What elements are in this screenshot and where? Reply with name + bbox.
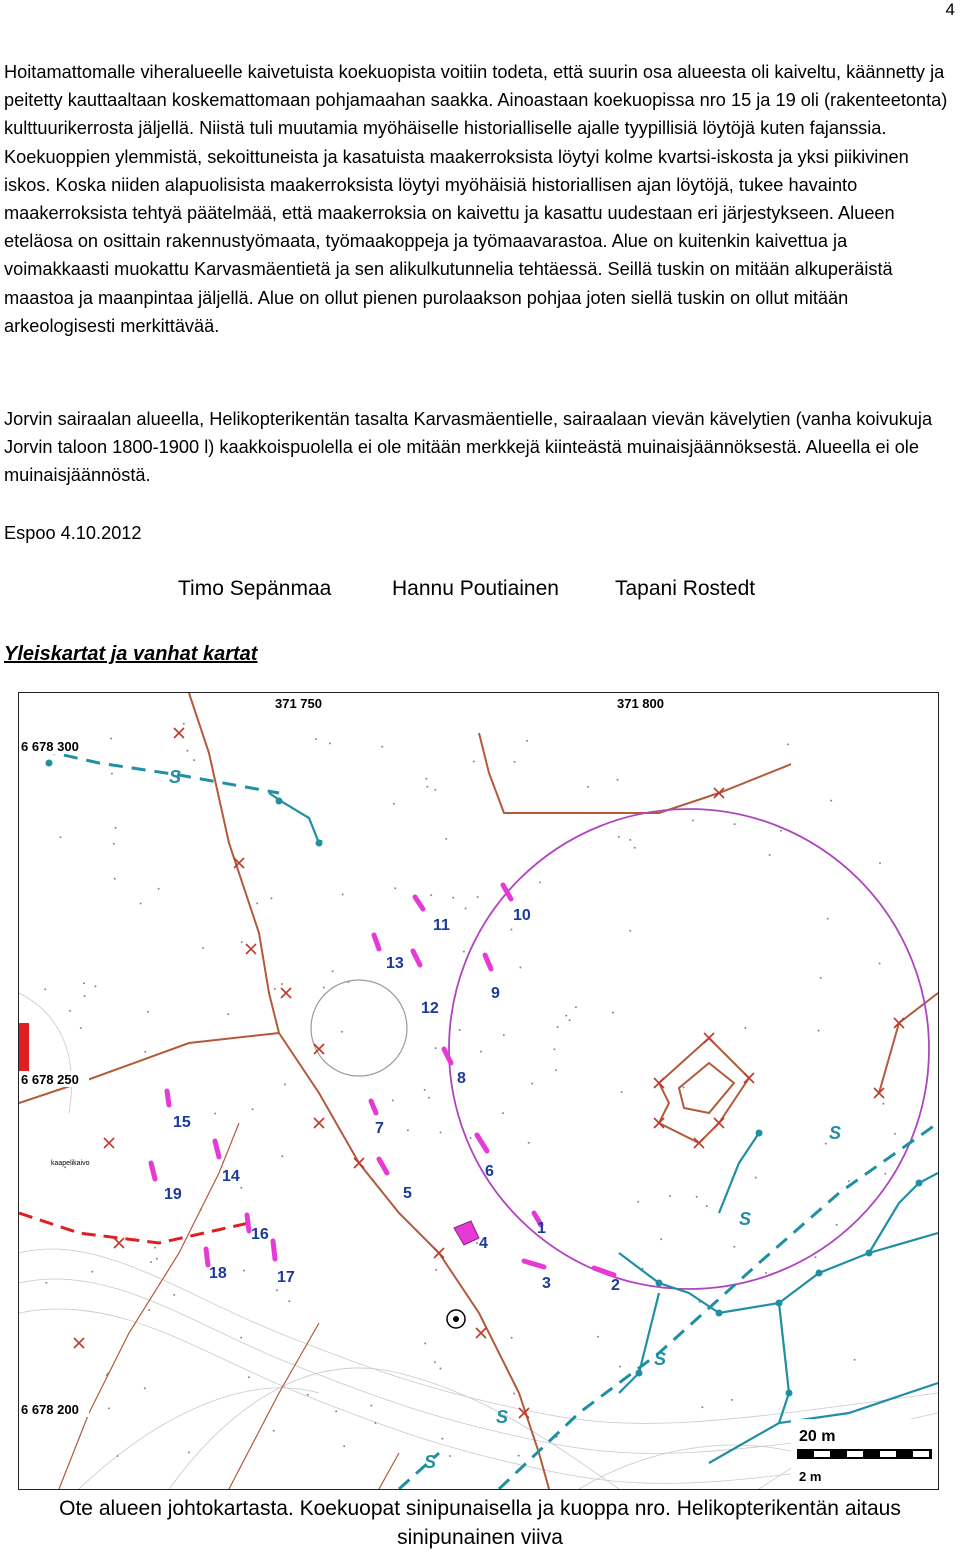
test-pit-label-10: 10 [513, 907, 531, 924]
test-pit-17 [273, 1241, 275, 1259]
survey-point [323, 987, 325, 989]
survey-point [288, 1300, 290, 1302]
coord-y-mid: 6 678 250 [21, 1072, 79, 1087]
survey-point [528, 1142, 530, 1144]
survey-point [825, 1143, 827, 1145]
svg-text:S: S [654, 1349, 667, 1369]
survey-point [315, 738, 317, 740]
survey-point [637, 1201, 639, 1203]
road-x-marker [104, 1138, 114, 1148]
road-x-marker [654, 1078, 664, 1088]
pipe-node [316, 840, 323, 847]
pipe-node [916, 1180, 923, 1187]
survey-point [84, 995, 86, 997]
survey-point [894, 1133, 896, 1135]
survey-point [502, 1112, 504, 1114]
survey-point [110, 738, 112, 740]
signature-2: Hannu Poutiainen [392, 577, 559, 600]
survey-point [435, 1047, 437, 1049]
survey-point [393, 803, 395, 805]
svg-text:S: S [424, 1452, 437, 1472]
survey-point [252, 1108, 254, 1110]
survey-point [111, 773, 113, 775]
survey-point [173, 1294, 175, 1296]
survey-point [575, 1006, 577, 1008]
map-caption: Ote alueen johtokartasta. Koekuopat sinipunaisella ja kuoppa nro. Helikopterikentän aitaus sinipunainen viiva [59, 1497, 901, 1549]
survey-point [879, 963, 881, 965]
survey-point [555, 1069, 557, 1071]
survey-point [332, 970, 334, 972]
survey-point [480, 1051, 482, 1053]
road-x-marker [694, 1138, 704, 1148]
survey-point [329, 742, 331, 744]
red-building [19, 1023, 29, 1073]
road-x-marker [476, 1328, 486, 1338]
survey-point [440, 1368, 442, 1370]
survey-point [273, 1430, 275, 1432]
survey-point [335, 1410, 337, 1412]
paragraph-findings: Hoitamattomalle viheralueelle kaivetuista koekuopista voitiin todeta, että suurin osa alueesta oli kaiveltu, käännetty ja peitetty kauttaaltaan koskemattomaan pohjamaahan saakka. Ainoastaan koekuopissa nro 15 ja 19 oli (rakenteetonta) kulttuurikerrosta jäljellä. Niistä tuli muutamia myöhäiselle historialliselle ajalle tyypillisiä löytöjä kuten fajanssia. Koekuoppien ylemmistä, sekoittuneista ja kasatuista maakerroksista löytyi kolme kvartsi-iskosta ja yksi piikivinen iskos. Koska niiden alapuolisista maakerroksista löytyi myöhäisiä historiallisen ajan löytöjä, tukee havainto maakerroksista tehtyä päätelmää, että maakerroksia on kaivettu ja kasattu uudestaan eri järjestykseen. Alueen eteläosa on osittain rakennustyömaata, työmaakoppeja ja työmaavarastoa. Alue on kuitenkin kaivettua ja voimakkaasti muokattu Karvasmäentietä ja sen alikulkutunnelia tehtäessä. Seillä tuskin on mitään alkuperäistä maastoa ja maanpintaa jäljellä. Alue on ollut pienen purolaakson pohjaa joten siellä tuskin on ollut mitään arkeologisesti merkittävää. [4, 62, 948, 336]
survey-point [452, 897, 454, 899]
survey-point [755, 1177, 757, 1179]
survey-point [634, 847, 636, 849]
survey-point [539, 881, 541, 883]
survey-point [186, 750, 188, 752]
survey-point [660, 1238, 662, 1240]
pipe-node [866, 1250, 873, 1257]
road-x-marker [174, 728, 184, 738]
survey-point [150, 1261, 152, 1263]
test-pits [151, 885, 620, 1294]
survey-point [248, 1376, 250, 1378]
road-x-marker [654, 1118, 664, 1128]
survey-point [514, 761, 516, 763]
survey-point [449, 1455, 451, 1457]
survey-point [202, 947, 204, 949]
survey-point [473, 761, 475, 763]
pit-4-area [454, 1221, 479, 1245]
survey-point [513, 1393, 515, 1395]
road-x-marker [744, 1073, 754, 1083]
signature-1: Timo Sepänmaa [178, 577, 332, 600]
survey-point [780, 830, 782, 832]
survey-point [69, 1010, 71, 1012]
test-pit-label-4: 4 [479, 1235, 488, 1252]
test-pit-18 [206, 1249, 208, 1265]
pipe-node [816, 1270, 823, 1277]
survey-point [281, 983, 283, 985]
test-pit-label-19: 19 [164, 1186, 182, 1203]
survey-point [769, 854, 771, 856]
survey-point [621, 1091, 623, 1093]
survey-point [830, 800, 832, 802]
test-pit-15 [167, 1091, 169, 1105]
paragraph-conclusion: Jorvin sairaalan alueella, Helikopterikentän tasalta Karvasmäentielle, sairaalaan vievän kävelytien (vanha koivukuja Jorvin taloon 1800-1900 l) kaakkoispuolella ei ole mitään merkkejä kiinteästä muinaisjäännöksestä. Alueella ei ole muinaisjäännöstä. [4, 409, 933, 486]
survey-point [270, 897, 272, 899]
survey-point [879, 862, 881, 864]
survey-point [597, 1336, 599, 1338]
road-x-marker [354, 1158, 364, 1168]
survey-point [765, 1272, 767, 1274]
survey-point [193, 759, 195, 761]
survey-point [147, 1011, 149, 1013]
survey-point [836, 1224, 838, 1226]
building-label: kaapelikaivo [51, 1160, 90, 1167]
pipe-node [276, 798, 283, 805]
survey-point [477, 896, 479, 898]
road-x-marker [714, 1118, 724, 1128]
survey-point [426, 786, 428, 788]
test-pit-label-16: 16 [251, 1226, 269, 1243]
survey-point [629, 839, 631, 841]
svg-text:S: S [496, 1407, 509, 1427]
survey-point [619, 1366, 621, 1368]
survey-point [519, 967, 521, 969]
test-pit-label-12: 12 [421, 1000, 439, 1017]
test-pit-label-15: 15 [173, 1114, 191, 1131]
survey-point [60, 836, 62, 838]
survey-point [407, 1129, 409, 1131]
survey-point [734, 823, 736, 825]
place-date: Espoo 4.10.2012 [4, 523, 142, 543]
red-dashed-line [19, 1213, 249, 1243]
survey-point [114, 878, 116, 880]
test-pit-5 [379, 1159, 387, 1173]
coordinate-labels [19, 695, 670, 1417]
survey-point [787, 743, 789, 745]
survey-point [214, 1113, 216, 1115]
survey-point [629, 930, 631, 932]
pipe-nodes [46, 760, 923, 1397]
helipad-fence-circle [449, 809, 929, 1289]
survey-point [307, 1394, 309, 1396]
survey-point [276, 1289, 278, 1291]
survey-point [827, 918, 829, 920]
survey-point [341, 1031, 343, 1033]
test-pit-label-3: 3 [542, 1275, 551, 1292]
survey-point [374, 1422, 376, 1424]
page-number: 4 [945, 0, 955, 19]
survey-point [156, 1258, 158, 1260]
survey-point [815, 1256, 817, 1258]
survey-point [511, 1337, 513, 1339]
test-pit-label-17: 17 [277, 1269, 295, 1286]
survey-point [587, 786, 589, 788]
survey-point [434, 789, 436, 791]
test-pit-label-7: 7 [375, 1120, 384, 1137]
survey-point [108, 1407, 110, 1409]
survey-point [343, 1445, 345, 1447]
survey-point [381, 746, 383, 748]
survey-point [435, 1269, 437, 1271]
survey-point [463, 951, 465, 953]
survey-point [669, 1195, 671, 1197]
survey-point [144, 1387, 146, 1389]
survey-point [526, 740, 528, 742]
survey-point [882, 1103, 884, 1105]
survey-point [503, 1034, 505, 1036]
survey-point [183, 723, 185, 725]
pipe-node [786, 1390, 793, 1397]
test-pit-label-9: 9 [491, 985, 500, 1002]
survey-point [117, 1455, 119, 1457]
road-outline [19, 693, 938, 1489]
survey-points [44, 723, 896, 1457]
test-pit-11 [415, 897, 423, 909]
survey-point [818, 1030, 820, 1032]
survey-point [144, 1051, 146, 1053]
coord-y-bottom: 6 678 200 [21, 1402, 79, 1417]
survey-point [44, 988, 46, 990]
survey-point [854, 1359, 856, 1361]
survey-point [733, 1246, 735, 1248]
survey-point [148, 1309, 150, 1311]
survey-point [701, 1406, 703, 1408]
survey-point [683, 1086, 685, 1088]
test-pit-label-18: 18 [209, 1265, 227, 1282]
survey-point [565, 1015, 567, 1017]
survey-point [227, 1013, 229, 1015]
test-pit-16 [247, 1215, 249, 1231]
test-pit-8 [444, 1049, 451, 1063]
test-pit-label-2: 2 [611, 1277, 620, 1294]
survey-point [696, 1196, 698, 1198]
survey-point [80, 1027, 82, 1029]
survey-point [274, 988, 276, 990]
survey-point [83, 982, 85, 984]
survey-point [884, 1173, 886, 1175]
test-pit-label-13: 13 [386, 955, 404, 972]
test-pit-13 [374, 935, 379, 949]
survey-point [557, 1026, 559, 1028]
survey-point [706, 1205, 708, 1207]
road-x-marker [714, 788, 724, 798]
survey-point [445, 838, 447, 840]
survey-point [424, 1342, 426, 1344]
survey-point [465, 908, 467, 910]
survey-point [430, 894, 432, 896]
survey-point [45, 1282, 47, 1284]
survey-point [140, 903, 142, 905]
survey-point [243, 1270, 245, 1272]
test-pit-label-8: 8 [457, 1070, 466, 1087]
survey-point [554, 1048, 556, 1050]
utility-map [18, 692, 939, 1490]
survey-point [342, 894, 344, 896]
test-pit-19 [151, 1163, 155, 1179]
survey-point [518, 1455, 520, 1457]
pipe-node [716, 1310, 723, 1317]
survey-point [158, 888, 160, 890]
survey-point [440, 1132, 442, 1134]
fence-diamond [659, 1038, 749, 1143]
survey-point [394, 887, 396, 889]
test-pit-14 [215, 1141, 219, 1157]
coord-x-left: 371 750 [275, 696, 322, 711]
pipe-node [46, 760, 53, 767]
test-pit-2 [594, 1268, 614, 1275]
road-x-marker [114, 1238, 124, 1248]
survey-point [113, 843, 115, 845]
test-pit-label-14: 14 [222, 1168, 240, 1185]
scale-bar [791, 721, 938, 1489]
survey-point [281, 1155, 283, 1157]
survey-point [744, 1027, 746, 1029]
test-pit-3 [524, 1261, 544, 1267]
coord-x-right: 371 800 [617, 696, 664, 711]
survey-point [692, 820, 694, 822]
test-pit-label-6: 6 [485, 1163, 494, 1180]
central-circle [311, 980, 407, 1076]
survey-point [284, 1083, 286, 1085]
test-pit-9 [485, 955, 491, 969]
survey-point [425, 778, 427, 780]
section-heading: Yleiskartat ja vanhat kartat [4, 643, 258, 665]
test-pit-label-11: 11 [433, 917, 450, 934]
fixed-point-symbol [447, 1310, 465, 1328]
road-x-marker [74, 1338, 84, 1348]
test-pit-12 [413, 951, 420, 965]
map-canvas [19, 693, 938, 1489]
survey-point [731, 1399, 733, 1401]
survey-point [91, 1271, 93, 1273]
sewer-lines [19, 745, 938, 1489]
survey-point [470, 1137, 472, 1139]
survey-point [476, 1242, 478, 1244]
survey-point [510, 929, 512, 931]
signature-3: Tapani Rostedt [615, 577, 756, 600]
survey-point [428, 1097, 430, 1099]
survey-point [154, 1247, 156, 1249]
road-x-marker [434, 1248, 444, 1258]
survey-point [612, 1012, 614, 1014]
road-x-marker [704, 1033, 714, 1043]
pipe-node [756, 1130, 763, 1137]
road-x-marker [281, 988, 291, 998]
survey-point [240, 1337, 242, 1339]
svg-text:S: S [829, 1123, 842, 1143]
coord-y-top: 6 678 300 [21, 739, 79, 754]
scale-20m: 20 m [799, 1428, 836, 1445]
survey-point [256, 902, 258, 904]
survey-point [115, 827, 117, 829]
survey-point [441, 1438, 443, 1440]
survey-point [424, 1089, 426, 1091]
survey-point [848, 1180, 850, 1182]
survey-point [188, 1451, 190, 1453]
pipe-node [636, 1370, 643, 1377]
road-x-marker [314, 1118, 324, 1128]
survey-point [370, 1405, 372, 1407]
svg-text:S: S [739, 1209, 752, 1229]
test-pit-6 [477, 1135, 487, 1151]
survey-point [392, 1099, 394, 1101]
road-x-marker [246, 944, 256, 954]
pipe-node [776, 1300, 783, 1307]
survey-point [241, 941, 243, 943]
survey-point [617, 779, 619, 781]
test-pit-label-5: 5 [403, 1185, 412, 1202]
test-pit-label-1: 1 [537, 1220, 546, 1237]
survey-point [531, 1083, 533, 1085]
survey-point [459, 1029, 461, 1031]
survey-point [820, 977, 822, 979]
scale-2m: 2 m [799, 1469, 822, 1484]
test-pit-7 [371, 1101, 376, 1113]
pipe-node [656, 1280, 663, 1287]
survey-point [569, 1019, 571, 1021]
survey-point [240, 1187, 242, 1189]
survey-point [618, 836, 620, 838]
survey-point [94, 985, 96, 987]
survey-point [434, 1361, 436, 1363]
svg-text:S: S [169, 767, 182, 787]
